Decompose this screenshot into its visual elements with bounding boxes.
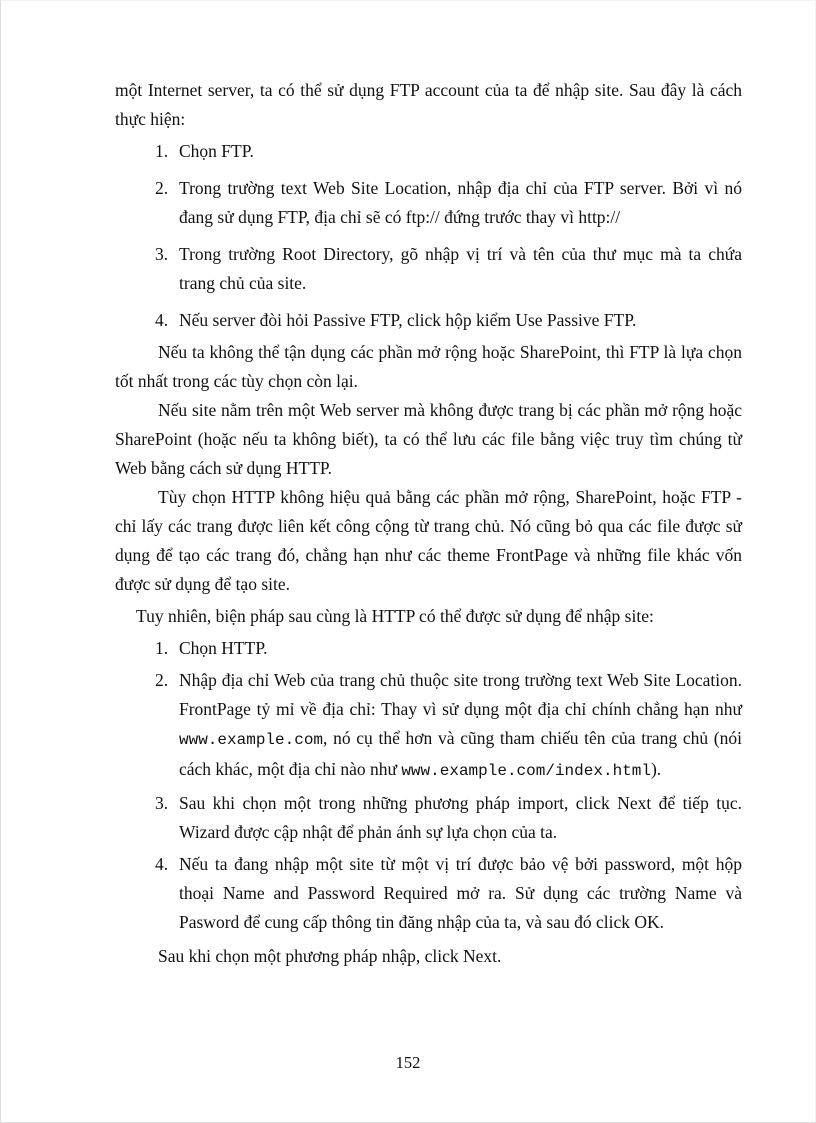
intro-paragraph: một Internet server, ta có thể sử dụng FTP account của ta để nhập site. Sau đây là cách thực hiện: (115, 80, 742, 129)
list-number: 1. (155, 141, 169, 161)
list-item-text: Nếu server đòi hỏi Passive FTP, click hộp kiểm Use Passive FTP. (179, 310, 637, 330)
list-item (115, 634, 742, 663)
list-number: 3. (155, 793, 169, 813)
list-number: 2. (155, 670, 169, 690)
list-number: 4. (155, 854, 169, 874)
list-item-text: Nếu ta đang nhập một site từ một vị trí được bảo vệ bởi password, một hộp thoại Name and Password Required mở ra. Sử dụng các trường Name và Pasword để cung cấp thông tin đăng nhập của ta, và sau đó click OK. (179, 854, 742, 932)
list-item-text: Chọn HTTP. (179, 638, 268, 658)
list-number: 4. (155, 310, 169, 330)
list-item-text: Chọn FTP. (179, 141, 254, 161)
ftp-best-paragraph: Nếu ta không thể tận dụng các phần mở rộng hoặc SharePoint, thì FTP là lựa chọn tốt nhất trong các tùy chọn còn lại. (115, 342, 742, 391)
however-paragraph: Tuy nhiên, biện pháp sau cùng là HTTP có thể được sử dụng để nhập site: (136, 606, 654, 626)
list-item (115, 240, 742, 298)
closing-paragraph: Sau khi chọn một phương pháp nhập, click Next. (158, 946, 502, 966)
example-url: www.example.com (179, 731, 324, 749)
list-item (115, 666, 742, 786)
http-steps-list (115, 634, 742, 937)
list-item-text: , nó cụ thể hơn và cũng tham chiếu tên của trang chủ (nói cách khác, một địa chỉ nào như (179, 728, 742, 779)
list-item-text: Trong trường Root Directory, gõ nhập vị trí và tên của thư mục mà ta chứa trang chủ của site. (179, 244, 742, 293)
list-item (115, 137, 742, 166)
list-item-text: Sau khi chọn một trong những phương pháp import, click Next để tiếp tục. Wizard được cập nhật để phản ánh sự lựa chọn của ta. (179, 793, 742, 842)
list-item (115, 850, 742, 937)
http-limits-paragraph: Tùy chọn HTTP không hiệu quả bằng các phần mở rộng, SharePoint, hoặc FTP - chỉ lấy các trang được liên kết công cộng từ trang chủ. Nó cũng bỏ qua các file được sử dụng để tạo các trang đó, chẳng hạn như các theme FrontPage và những file khác vốn được sử dụng để tạo site. (115, 487, 742, 594)
list-item-text: Nhập địa chỉ Web của trang chủ thuộc site trong trường text Web Site Location. FrontPage tỷ mỉ về địa chỉ: Thay vì sử dụng một địa chỉ chính chẳng hạn như (179, 670, 742, 719)
http-intro-paragraph: Nếu site nằm trên một Web server mà không được trang bị các phần mở rộng hoặc SharePoint (hoặc nếu ta không biết), ta có thể lưu các file bằng việc truy tìm chúng từ Web bằng cách sử dụng HTTP. (115, 400, 742, 478)
ftp-steps-list (115, 137, 742, 335)
page-number: 152 (395, 1053, 421, 1072)
list-item (115, 789, 742, 847)
list-number: 2. (155, 178, 169, 198)
page-content (115, 76, 742, 971)
list-number: 1. (155, 638, 169, 658)
list-item (115, 174, 742, 232)
list-number: 3. (155, 244, 169, 264)
list-item-text: Trong trường text Web Site Location, nhập địa chỉ của FTP server. Bởi vì nó đang sử dụng FTP, địa chỉ sẽ có ftp:// đứng trước thay vì http:// (179, 178, 742, 227)
example-url-index: www.example.com/index.html (401, 762, 651, 780)
list-item (115, 306, 742, 335)
list-item-text: ). (650, 759, 662, 779)
